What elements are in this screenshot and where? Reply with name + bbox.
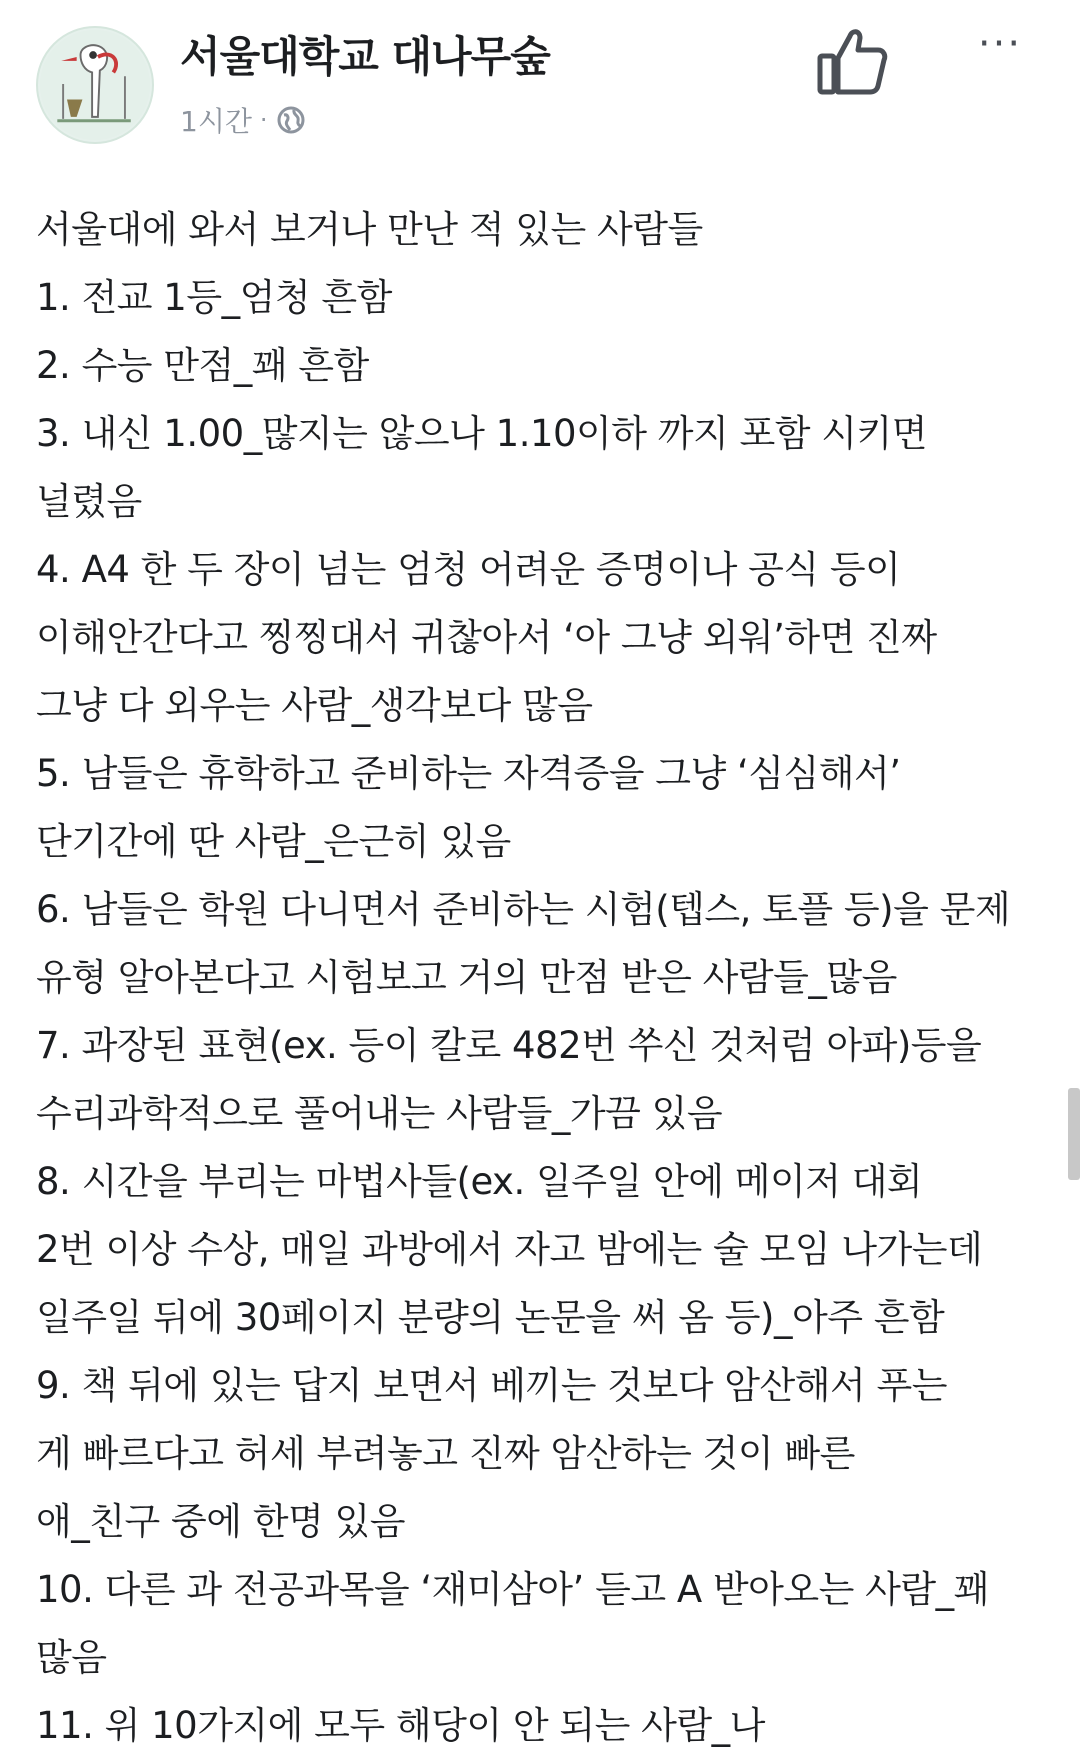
post-line: 서울대에 와서 보거나 만난 적 있는 사람들 xyxy=(36,208,703,251)
post-line: 1. 전교 1등_엄청 흔함 xyxy=(36,276,392,319)
post-line: 3. 내신 1.00_많지는 않으나 1.10이하 까지 포함 시키면 xyxy=(36,412,928,455)
post-line: 2. 수능 만점_꽤 흔함 xyxy=(36,344,369,387)
post-line: 게 빠르다고 허세 부려놓고 진짜 암산하는 것이 빠른 xyxy=(36,1432,855,1475)
meta-separator: · xyxy=(259,106,268,134)
bird-logo-icon xyxy=(38,28,152,142)
post-line: 11. 위 10가지에 모두 해당이 안 되는 사람_나 xyxy=(36,1704,765,1747)
post-line: 6. 남들은 학원 다니면서 준비하는 시험(텝스, 토플 등)을 문제 xyxy=(36,888,1011,931)
post-line: 단기간에 딴 사람_은근히 있음 xyxy=(36,820,511,863)
post-line: 2번 이상 수상, 매일 과방에서 자고 밤에는 술 모임 나가는데 xyxy=(36,1228,983,1271)
post-line: 그냥 다 외우는 사람_생각보다 많음 xyxy=(36,684,593,727)
post-line: 8. 시간을 부리는 마법사들(ex. 일주일 안에 메이저 대회 xyxy=(36,1160,923,1203)
post-line: 수리과학적으로 풀어내는 사람들_가끔 있음 xyxy=(36,1092,723,1135)
post-time[interactable]: 1시간 xyxy=(180,105,252,138)
scrollbar-thumb[interactable] xyxy=(1068,1088,1080,1180)
post-line: 5. 남들은 휴학하고 준비하는 자격증을 그냥 ‘심심해서’ xyxy=(36,752,901,795)
post-line: 널렸음 xyxy=(36,480,142,523)
post-line: 10. 다른 과 전공과목을 ‘재미삼아’ 듣고 A 받아오는 사람_꽤 xyxy=(36,1568,989,1611)
post-line: 유형 알아본다고 시험보고 거의 만점 받은 사람들_많음 xyxy=(36,956,897,999)
post-line: 일주일 뒤에 30페이지 분량의 논문을 써 옴 등)_아주 흔함 xyxy=(36,1296,945,1339)
page-avatar[interactable] xyxy=(36,26,154,144)
thumbs-up-icon xyxy=(812,18,894,100)
post-meta xyxy=(180,100,306,140)
post-text xyxy=(36,196,1046,1760)
post-line: 많음 xyxy=(36,1636,107,1679)
globe-icon xyxy=(276,105,306,135)
more-options-button[interactable]: ··· xyxy=(977,21,1023,67)
like-button[interactable] xyxy=(812,18,894,100)
page-name[interactable]: 서울대학교 대나무숲 xyxy=(180,32,550,81)
post-line: 4. A4 한 두 장이 넘는 엄청 어려운 증명이나 공식 등이 xyxy=(36,548,901,591)
post-header xyxy=(0,0,1080,150)
post-line: 7. 과장된 표현(ex. 등이 칼로 482번 쑤신 것처럼 아파)등을 xyxy=(36,1024,982,1067)
post-line: 이해안간다고 찡찡대서 귀찮아서 ‘아 그냥 외워’하면 진짜 xyxy=(36,616,937,659)
post-line: 9. 책 뒤에 있는 답지 보면서 베끼는 것보다 암산해서 푸는 xyxy=(36,1364,947,1407)
post-line: 애_친구 중에 한명 있음 xyxy=(36,1500,405,1543)
